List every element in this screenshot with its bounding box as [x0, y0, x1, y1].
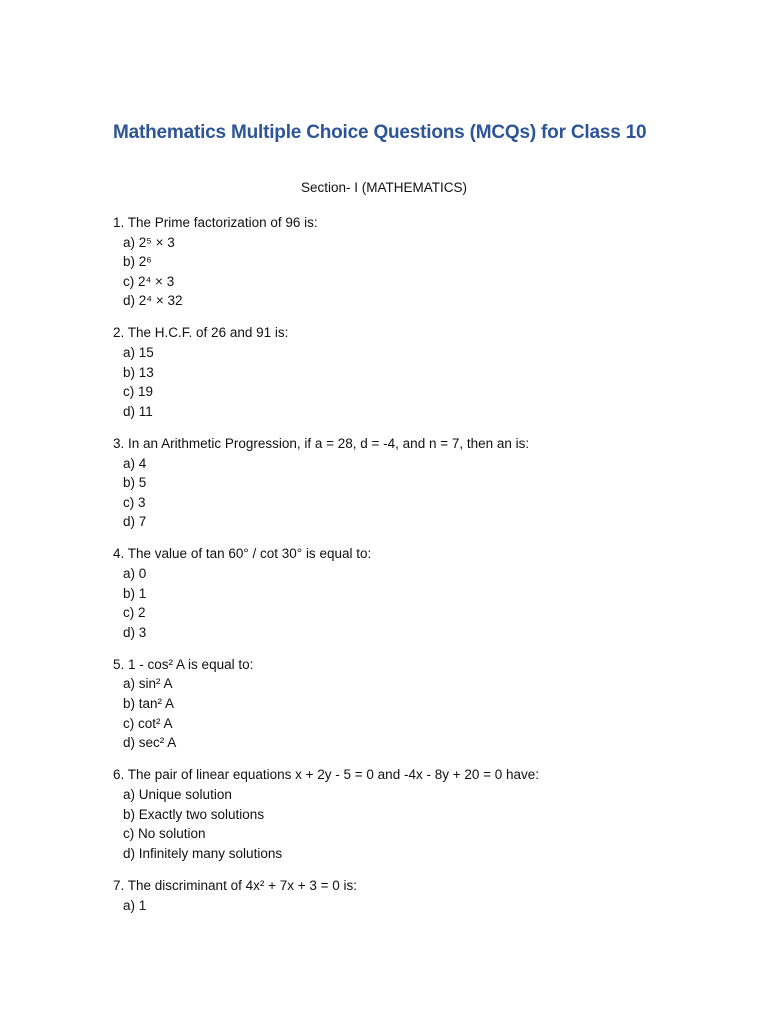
question-stem [113, 655, 733, 675]
option-list [113, 674, 733, 752]
question-1 [113, 213, 733, 311]
question-text: The pair of linear equations x + 2y - 5 = 0 and -4x - 8y + 20 = 0 have: [127, 767, 540, 783]
question-6 [113, 765, 733, 863]
option-b [123, 363, 733, 383]
option-text: 11 [138, 403, 153, 419]
question-text: The H.C.F. of 26 and 91 is: [127, 325, 289, 341]
option-c [123, 603, 733, 623]
option-text: 0 [138, 566, 147, 581]
option-letter: d ) [123, 514, 139, 529]
option-list [113, 564, 733, 642]
question-stem [113, 434, 733, 454]
option-letter: d ) [123, 404, 139, 419]
option-a [123, 674, 733, 694]
question-text: In an Arithmetic Progression, if a = 28, d = -4, and n = 7, then an is: [128, 435, 530, 451]
document-title: Mathematics Multiple Choice Questions (MCQs) for Class 10 [113, 122, 647, 143]
option-letter: d ) [123, 846, 139, 861]
option-d [123, 844, 733, 864]
option-letter: b ) [123, 586, 139, 601]
option-list [113, 233, 733, 311]
option-text: 3 [138, 494, 146, 510]
question-list [113, 213, 733, 928]
option-c [123, 493, 733, 513]
option-text: 2⁵ × 3 [138, 234, 175, 250]
option-b [123, 805, 733, 825]
option-b [123, 584, 733, 604]
question-text: The Prime factorization of 96 is: [127, 215, 318, 230]
option-list [113, 454, 733, 532]
question-4 [113, 544, 733, 642]
option-c [123, 714, 733, 734]
option-c [123, 272, 733, 292]
question-2 [113, 323, 733, 421]
option-letter: a ) [123, 345, 139, 360]
option-c [123, 382, 733, 402]
option-b [123, 473, 733, 493]
option-letter: d ) [123, 293, 139, 308]
option-d [123, 291, 733, 311]
option-letter: b ) [123, 475, 139, 490]
option-d [123, 733, 733, 753]
option-list [113, 785, 733, 863]
option-a [123, 233, 733, 253]
option-letter: b ) [123, 807, 139, 822]
option-letter: c ) [123, 826, 138, 841]
option-text: 15 [138, 345, 154, 361]
option-a [123, 454, 733, 474]
question-text: The value of tan 60° / cot 30° is equal to: [127, 546, 372, 562]
option-text: sin² A [138, 676, 173, 692]
option-d [123, 623, 733, 643]
option-list [113, 343, 733, 421]
option-a [123, 343, 733, 363]
option-text: 13 [138, 364, 154, 380]
option-text: No solution [138, 826, 206, 842]
option-text: 4 [138, 455, 147, 471]
question-number: 5 . [113, 657, 128, 672]
option-a [123, 785, 733, 805]
option-letter: a ) [123, 787, 139, 802]
option-letter: b ) [123, 365, 139, 380]
option-letter: a ) [123, 676, 139, 691]
question-number: 4 . [113, 546, 128, 561]
option-list [113, 896, 733, 916]
question-stem [113, 544, 733, 564]
option-text: 2⁴ × 32 [138, 293, 183, 309]
option-letter: a ) [123, 566, 139, 581]
option-d [123, 402, 733, 422]
option-text: 3 [138, 624, 147, 640]
question-stem [113, 323, 733, 343]
question-number: 6 . [113, 767, 128, 782]
option-b [123, 694, 733, 714]
option-text: Infinitely many solutions [138, 845, 283, 861]
question-stem [113, 213, 733, 233]
option-text: Exactly two solutions [138, 806, 265, 822]
question-7 [113, 876, 733, 915]
option-letter: b ) [123, 696, 139, 711]
option-letter: b ) [123, 254, 139, 269]
question-number: 1 . [113, 215, 128, 230]
option-text: 2⁴ × 3 [138, 273, 175, 289]
option-text: tan² A [138, 696, 175, 712]
option-letter: c ) [123, 716, 138, 731]
question-stem [113, 765, 733, 785]
question-5 [113, 655, 733, 753]
option-letter: a ) [123, 898, 139, 913]
option-letter: a ) [123, 456, 139, 471]
option-a [123, 896, 733, 916]
question-number: 7 . [113, 878, 128, 893]
question-number: 2 . [113, 325, 128, 340]
option-text: 1 [138, 585, 147, 601]
option-c [123, 824, 733, 844]
option-a [123, 564, 733, 584]
option-b [123, 252, 733, 272]
option-letter: c ) [123, 384, 138, 399]
option-letter: c ) [123, 495, 138, 510]
option-text: 1 [138, 897, 147, 913]
option-text: 2 [138, 605, 146, 621]
option-letter: c ) [123, 274, 138, 289]
option-d [123, 512, 733, 532]
option-text: 7 [138, 514, 147, 530]
question-stem [113, 876, 733, 896]
option-text: 2⁶ [138, 254, 152, 270]
section-heading: Section- I (MATHEMATICS) [300, 180, 467, 195]
question-text: The discriminant of 4x² + 7x + 3 = 0 is: [127, 878, 358, 894]
option-text: sec² A [138, 735, 177, 751]
option-letter: d ) [123, 735, 139, 750]
option-letter: d ) [123, 625, 139, 640]
question-number: 3 . [113, 436, 128, 451]
question-text: 1 - cos² A is equal to: [128, 656, 254, 672]
option-text: 5 [138, 475, 147, 491]
option-letter: c ) [123, 605, 138, 620]
option-text: 19 [138, 384, 154, 400]
question-3 [113, 434, 733, 532]
option-text: Unique solution [138, 786, 232, 802]
option-letter: a ) [123, 235, 139, 250]
option-text: cot² A [138, 715, 173, 731]
